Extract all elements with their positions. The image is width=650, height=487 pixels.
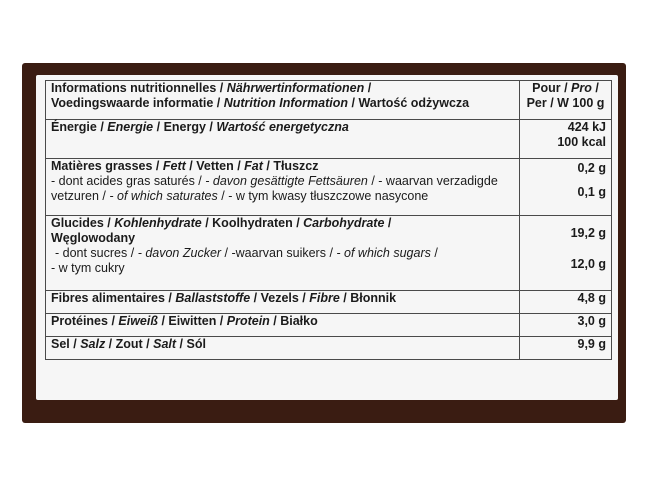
salt-label-en: Salt — [153, 337, 177, 351]
salt-value: 9,9 g — [520, 337, 612, 360]
fibre-value: 4,8 g — [520, 291, 612, 314]
salt-label-de: Salz — [80, 337, 106, 351]
header-per-de: Pro — [571, 81, 592, 95]
nutrition-label-frame — [22, 63, 626, 423]
energy-label-pl: Wartość energetyczna — [216, 120, 349, 134]
fibre-label-nl: Vezels — [260, 291, 299, 305]
carb-sugar-en: - of which sugars — [336, 246, 431, 260]
protein-label-nl: Eiwitten — [168, 314, 217, 328]
carb-label-nl: Koolhydraten — [212, 216, 293, 230]
protein-label-cell: Protéines / Eiweiß / Eiwitten / Protein / Białko — [46, 314, 520, 337]
fat-value: 0,2 g — [577, 161, 606, 175]
fibre-label-cell: Fibres alimentaires / Ballaststoffe / Vezels / Fibre / Błonnik — [46, 291, 520, 314]
fat-label-nl: Vetten — [196, 159, 234, 173]
salt-label-pl: Sól — [186, 337, 206, 351]
header-name-en: Nutrition Information — [223, 96, 349, 110]
energy-label-nl: Energy — [163, 120, 206, 134]
carb-label-en: Carbohydrate — [303, 216, 385, 230]
fibre-label-en: Fibre — [309, 291, 340, 305]
nutrition-label-panel — [36, 75, 618, 400]
nutrient-row-protein — [46, 314, 612, 337]
nutrient-row-fat — [46, 159, 612, 216]
header-per-fr: Pour — [532, 81, 561, 95]
header-title-cell: Informations nutritionnelles / Nährwertinformationen / Voedingswaarde informatie / Nutrition Information / Wartość odżywcza — [46, 81, 520, 120]
fat-sat-nl: - waarvan verzadigde — [378, 174, 498, 188]
protein-label-de: Eiweiß — [118, 314, 158, 328]
fat-label-cell: Matières grasses / Fett / Vetten / Fat / Tłuszcz - dont acides gras saturés / - davon gesättigte Fettsäuren / - waarvan verzadigde vetzuren / - of which saturates / - w tym kwasy tłuszczowe nasycone — [46, 159, 520, 216]
nutrient-row-energy — [46, 120, 612, 159]
carb-label-fr: Glucides — [51, 216, 104, 230]
fat-label-fr: Matières grasses — [51, 159, 153, 173]
protein-label-fr: Protéines — [51, 314, 108, 328]
carb-sugar-nl: -waarvan suikers — [231, 246, 326, 260]
nutrition-table — [45, 80, 612, 360]
header-per-cell: Pour / Pro / Per / W 100 g — [520, 81, 612, 120]
header-per-100g: Per / W 100 g — [526, 96, 605, 110]
energy-kcal: 100 kcal — [557, 135, 606, 149]
fat-value-cell — [520, 159, 612, 216]
nutrient-row-carbohydrate — [46, 216, 612, 291]
header-name-fr: Informations nutritionnelles — [51, 81, 217, 95]
fat-sat-nl2: vetzuren — [51, 189, 99, 203]
salt-label-fr: Sel — [51, 337, 70, 351]
nutrient-row-salt — [46, 337, 612, 360]
fat-label-en: Fat — [244, 159, 263, 173]
carb-label-cell: Glucides / Kohlenhydrate / Koolhydraten / Carbohydrate / Węglowodany - dont sucres / - davon Zucker / -waarvan suikers / - of which sugars / - w tym cukry — [46, 216, 520, 291]
protein-value: 3,0 g — [520, 314, 612, 337]
table-header-row — [46, 81, 612, 120]
fibre-label-de: Ballaststoffe — [175, 291, 251, 305]
energy-label-fr: Énergie — [51, 120, 97, 134]
fibre-label-pl: Błonnik — [350, 291, 397, 305]
fat-label-de: Fett — [162, 159, 186, 173]
fibre-label-fr: Fibres alimentaires — [51, 291, 165, 305]
salt-label-cell: Sel / Salz / Zout / Salt / Sól — [46, 337, 520, 360]
fat-sat-fr: - dont acides gras saturés — [51, 174, 195, 188]
carb-sugar-value: 12,0 g — [570, 257, 606, 271]
carb-value: 19,2 g — [570, 226, 606, 240]
carb-sugar-de: - davon Zucker — [137, 246, 222, 260]
header-name-de: Nährwertinformationen — [226, 81, 365, 95]
energy-label-cell: Énergie / Energie / Energy / Wartość energetyczna — [46, 120, 520, 159]
nutrient-row-fibre — [46, 291, 612, 314]
fat-sat-pl: - w tym kwasy tłuszczowe nasycone — [228, 189, 429, 203]
salt-label-nl: Zout — [115, 337, 143, 351]
protein-label-pl: Białko — [280, 314, 318, 328]
energy-label-de: Energie — [107, 120, 154, 134]
carb-label-pl: Węglowodany — [51, 231, 136, 245]
protein-label-en: Protein — [226, 314, 270, 328]
fat-label-pl: Tłuszcz — [273, 159, 319, 173]
energy-value-cell — [520, 120, 612, 159]
header-name-pl: Wartość odżywcza — [358, 96, 470, 110]
carb-label-de: Kohlenhydrate — [114, 216, 202, 230]
carb-sugar-fr: - dont sucres — [55, 246, 128, 260]
carb-value-cell — [520, 216, 612, 291]
header-name-nl: Voedingswaarde informatie — [51, 96, 214, 110]
fat-sat-en: - of which saturates — [109, 189, 218, 203]
carb-sugar-pl: - w tym cukry — [51, 261, 125, 275]
energy-kj: 424 kJ — [567, 120, 606, 134]
fat-sat-value: 0,1 g — [577, 185, 606, 199]
fat-sat-de: - davon gesättigte Fettsäuren — [205, 174, 368, 188]
